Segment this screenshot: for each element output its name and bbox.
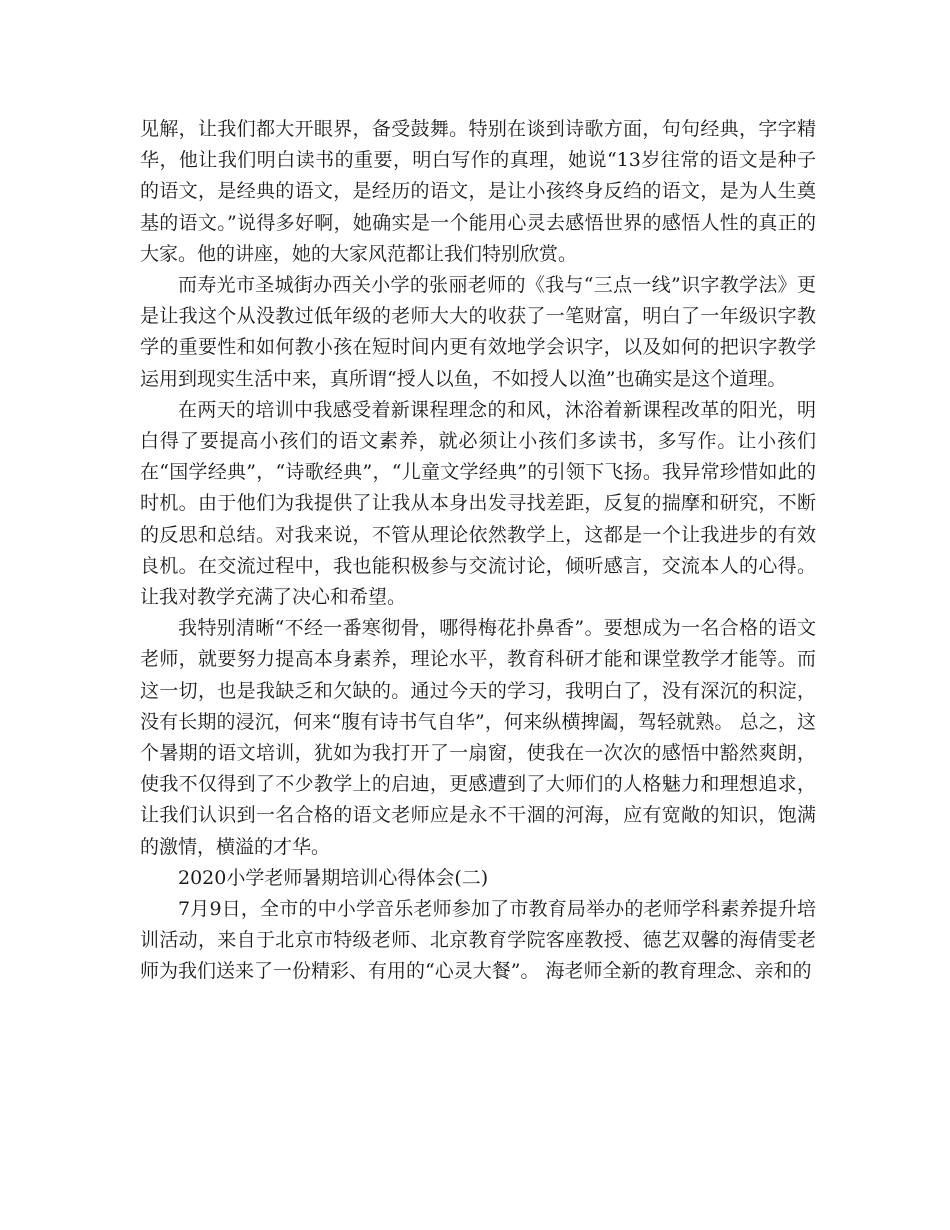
- paragraph-5: 7月9日，全市的中小学音乐老师参加了市教育局举办的老师学科素养提升培训活动，来自于北京市特级老师、北京教育学院客座教授、德艺双馨的海倩雯老师为我们送来了一份精彩、有用的“心灵大餐”。 海老师全新的教育理念、亲和的: [140, 898, 816, 983]
- paragraph-1: 见解，让我们都大开眼界，备受鼓舞。特别在谈到诗歌方面，句句经典，字字精华，他让我们明白读书的重要，明白写作的真理，她说“13岁往常的语文是种子的语文，是经典的语文，是经历的语文，是让小孩终身反绉的语文，是为人生奠基的语文。”说得多好啊，她确实是一个能用心灵去感悟世界的感悟人性的真正的大家。他的讲座，她的大家风范都让我们特别欣赏。: [140, 118, 816, 265]
- paragraph-2: 而寿光市圣城街办西关小学的张丽老师的《我与“三点一线”识字教学法》更是让我这个从没教过低年级的老师大大的收获了一笔财富，明白了一年级识字教学的重要性和如何教小孩在短时间内更有效地学会识字，以及如何的把识字教学运用到现实生活中来，真所谓“授人以鱼，不如授人以渔”也确实是这个道理。: [140, 274, 816, 390]
- document-body: [140, 114, 816, 988]
- paragraph-3: 在两天的培训中我感受着新课程理念的和风，沐浴着新课程改革的阳光，明白得了要提高小孩们的语文素养，就必须让小孩们多读书，多写作。让小孩们在“国学经典”，“诗歌经典”，“儿童文学经典”的引领下飞扬。我异常珍惜如此的时机。由于他们为我提供了让我从本身出发寻找差距，反复的揣摩和研究，不断的反思和总结。对我来说，不管从理论依然教学上，这都是一个让我进步的有效良机。在交流过程中，我也能积极参与交流讨论，倾听感言，交流本人的心得。让我对教学充满了决心和希望。: [140, 398, 816, 609]
- paragraph-4: 我特别清晰“不经一番寒彻骨，哪得梅花扑鼻香”。要想成为一名合格的语文老师，就要努力提高本身素养，理论水平，教育科研才能和课堂教学才能等。而这一切，也是我缺乏和欠缺的。通过今天的学习，我明白了，没有深沉的积淀，没有长期的浸沉，何来“腹有诗书气自华”，何来纵横捭阖，驾轻就熟。 总之，这个暑期的语文培训，犹如为我打开了一扇窗，使我在一次次的感悟中豁然爽朗，使我不仅得到了不少教学上的启迪，更感遭到了大师们的人格魅力和理想追求，让我们认识到一名合格的语文老师应是永不干涸的河海，应有宽敞的知识，饱满的激情，横溢的才华。: [140, 617, 816, 858]
- section-heading: 2020小学老师暑期培训心得体会(二): [178, 866, 489, 889]
